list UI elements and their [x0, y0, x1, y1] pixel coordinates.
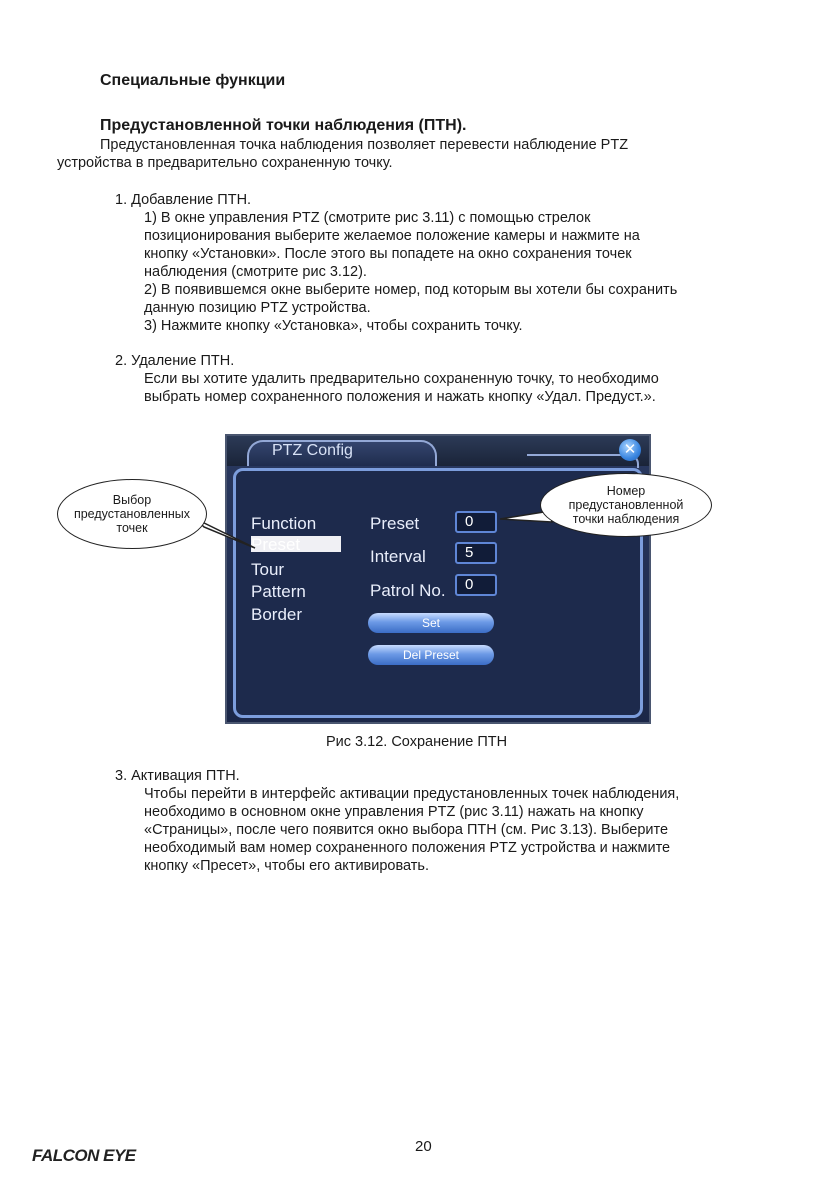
brand-logo: FALCON EYE [32, 1146, 136, 1165]
add-line: кнопку «Установки». После этого вы попадете на окно сохранения точек [144, 246, 632, 262]
callout-right-line: точки наблюдения [572, 512, 680, 526]
patrol-no-input[interactable]: 0 [455, 574, 497, 596]
intro-line: Предустановленная точка наблюдения позволяет перевести наблюдение PTZ [100, 137, 629, 153]
section-title: Специальные функции [100, 72, 286, 89]
ptz-window-title: PTZ Config [272, 442, 353, 459]
add-heading: 1. Добавление ПТН. [115, 192, 252, 208]
callout-preset-number [540, 473, 712, 537]
activate-line: Чтобы перейти в интерфейс активации предустановленных точек наблюдения, [144, 786, 680, 802]
menu-item-border[interactable]: Border [251, 605, 303, 624]
activate-line: необходимо в основном окне управления PTZ (рис 3.11) нажать на кнопку [144, 804, 644, 820]
set-button[interactable]: Set [368, 613, 494, 633]
callout-left-line: точек [116, 521, 148, 535]
add-line: 3) Нажмите кнопку «Установка», чтобы сохранить точку. [144, 318, 523, 334]
intro-line: устройства в предварительно сохраненную точку. [57, 155, 393, 171]
add-line: позиционирования выберите желаемое положение камеры и нажмите на [144, 228, 640, 244]
callout-preset-selection [57, 479, 207, 549]
subsection-title: Предустановленной точки наблюдения (ПТН). [100, 117, 467, 134]
activate-line: кнопку «Пресет», чтобы его активировать. [144, 858, 429, 874]
delete-line: Если вы хотите удалить предварительно сохраненную точку, то необходимо [144, 371, 659, 387]
delete-heading: 2. Удаление ПТН. [115, 353, 235, 369]
add-line: 2) В появившемся окне выберите номер, под которым вы хотели бы сохранить [144, 282, 678, 298]
menu-item-tour[interactable]: Tour [251, 560, 285, 579]
menu-item-pattern[interactable]: Pattern [251, 582, 306, 601]
figure-caption: Рис 3.12. Сохранение ПТН [326, 734, 508, 750]
callout-left-line: Выбор [112, 493, 152, 507]
interval-label: Interval [370, 547, 426, 566]
page-number: 20 [415, 1138, 432, 1155]
activate-line: «Страницы», после чего появится окно выбора ПТН (см. Рис 3.13). Выберите [144, 822, 669, 838]
callout-left-line: предустановленных [73, 507, 191, 521]
add-line: данную позицию PTZ устройства. [144, 300, 371, 316]
delete-line: выбрать номер сохраненного положения и нажать кнопку «Удал. Предуст.». [144, 389, 656, 405]
menu-item-preset[interactable]: Preset [251, 535, 301, 554]
callout-right-line: предустановленной [568, 498, 684, 512]
add-line: 1) В окне управления PTZ (смотрите рис 3.11) с помощью стрелок [144, 210, 591, 226]
activate-line: необходимый вам номер сохраненного положения PTZ устройства и нажмите [144, 840, 671, 856]
preset-input[interactable]: 0 [455, 511, 497, 533]
close-icon[interactable]: ✕ [619, 439, 641, 461]
menu-item-function[interactable]: Function [251, 514, 317, 533]
del-preset-button[interactable]: Del Preset [368, 645, 494, 665]
add-line: наблюдения (смотрите рис 3.12). [144, 264, 367, 280]
patrol-no-label: Patrol No. [370, 581, 446, 600]
interval-input[interactable]: 5 [455, 542, 497, 564]
activate-heading: 3. Активация ПТН. [115, 768, 240, 784]
preset-label: Preset [370, 514, 420, 533]
callout-right-line: Номер [606, 484, 646, 498]
